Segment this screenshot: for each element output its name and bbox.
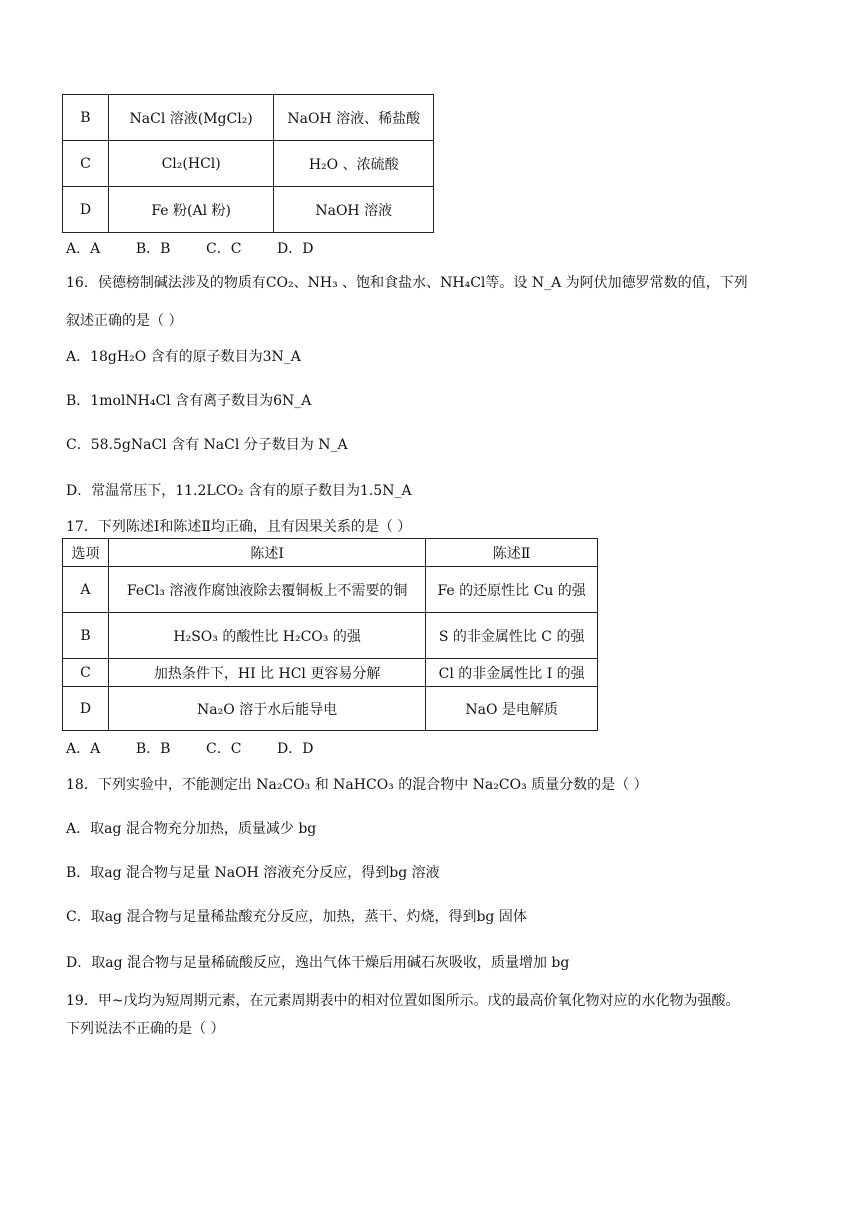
header-option: 选项 xyxy=(63,539,109,567)
q16-option-d: D．常温常压下，11.2LCO₂ 含有的原子数目为1.5N_A xyxy=(66,483,412,499)
statement-1-cell: 加热条件下，HI 比 HCl 更容易分解 xyxy=(108,659,425,687)
table-row xyxy=(63,141,434,187)
q16-option-b: B．1molNH₄Cl 含有离子数目为6N_A xyxy=(66,393,312,409)
statement-2-cell: NaO 是电解质 xyxy=(426,687,598,731)
table-row xyxy=(63,95,434,141)
reagent-cell: Fe 粉(Al 粉) xyxy=(108,187,274,233)
q16-stem-line2: 叙述正确的是（ ） xyxy=(66,313,183,329)
statement-2-cell: Fe 的还原性比 Cu 的强 xyxy=(426,567,598,613)
row-label: B xyxy=(63,613,109,659)
table-row xyxy=(63,659,598,687)
statement-2-cell: S 的非金属性比 C 的强 xyxy=(426,613,598,659)
q18-option-a: A．取ag 混合物充分加热，质量减少 bg xyxy=(66,821,317,837)
statement-1-cell: H₂SO₃ 的酸性比 H₂CO₃ 的强 xyxy=(108,613,425,659)
table-row xyxy=(63,613,598,659)
q17-table xyxy=(62,538,598,731)
table-row xyxy=(63,187,434,233)
method-cell: NaOH 溶液 xyxy=(274,187,434,233)
header-statement-1: 陈述Ⅰ xyxy=(108,539,425,567)
q18-stem: 18．下列实验中，不能测定出 Na₂CO₃ 和 NaHCO₃ 的混合物中 Na₂CO₃ 质量分数的是（ ） xyxy=(66,777,648,793)
row-label: A xyxy=(63,567,109,613)
reagent-cell: NaCl 溶液(MgCl₂) xyxy=(108,95,274,141)
statement-1-cell: FeCl₃ 溶液作腐蚀液除去覆铜板上不需要的铜 xyxy=(108,567,425,613)
statement-2-cell: Cl 的非金属性比 I 的强 xyxy=(426,659,598,687)
q16-option-a: A．18gH₂O 含有的原子数目为3N_A xyxy=(66,349,301,365)
row-label: D xyxy=(63,687,109,731)
method-cell: H₂O 、浓硫酸 xyxy=(274,141,434,187)
q16-option-c: C．58.5gNaCl 含有 NaCl 分子数目为 N_A xyxy=(66,437,348,453)
row-label: D xyxy=(63,187,109,233)
table-header-row xyxy=(63,539,598,567)
statement-1-cell: Na₂O 溶于水后能导电 xyxy=(108,687,425,731)
table-row xyxy=(63,567,598,613)
q18-option-d: D．取ag 混合物与足量稀硫酸反应，逸出气体干燥后用碱石灰吸收，质量增加 bg xyxy=(66,955,570,971)
q19-stem-line1: 19．甲~戊均为短周期元素，在元素周期表中的相对位置如图所示。戊的最高价氧化物对应的水化物为强酸。 xyxy=(66,993,740,1009)
q15-options: A．A B．B C．C D．D xyxy=(66,241,314,257)
q18-option-b: B．取ag 混合物与足量 NaOH 溶液充分反应，得到bg 溶液 xyxy=(66,865,440,881)
q17-options: A．A B．B C．C D．D xyxy=(66,741,314,757)
row-label: B xyxy=(63,95,109,141)
q17-stem: 17．下列陈述Ⅰ和陈述Ⅱ均正确，且有因果关系的是（ ） xyxy=(66,519,412,535)
q18-option-c: C．取ag 混合物与足量稀盐酸充分反应，加热，蒸干、灼烧，得到bg 固体 xyxy=(66,909,527,925)
q15-table xyxy=(62,94,434,233)
reagent-cell: Cl₂(HCl) xyxy=(108,141,274,187)
method-cell: NaOH 溶液、稀盐酸 xyxy=(274,95,434,141)
table-row xyxy=(63,687,598,731)
q16-stem-line1: 16．侯德榜制碱法涉及的物质有CO₂、NH₃ 、饱和食盐水、NH₄Cl等。设 N_A 为阿伏加德罗常数的值，下列 xyxy=(66,275,748,291)
header-statement-2: 陈述Ⅱ xyxy=(426,539,598,567)
q19-stem-line2: 下列说法不正确的是（ ） xyxy=(66,1021,225,1037)
row-label: C xyxy=(63,659,109,687)
row-label: C xyxy=(63,141,109,187)
